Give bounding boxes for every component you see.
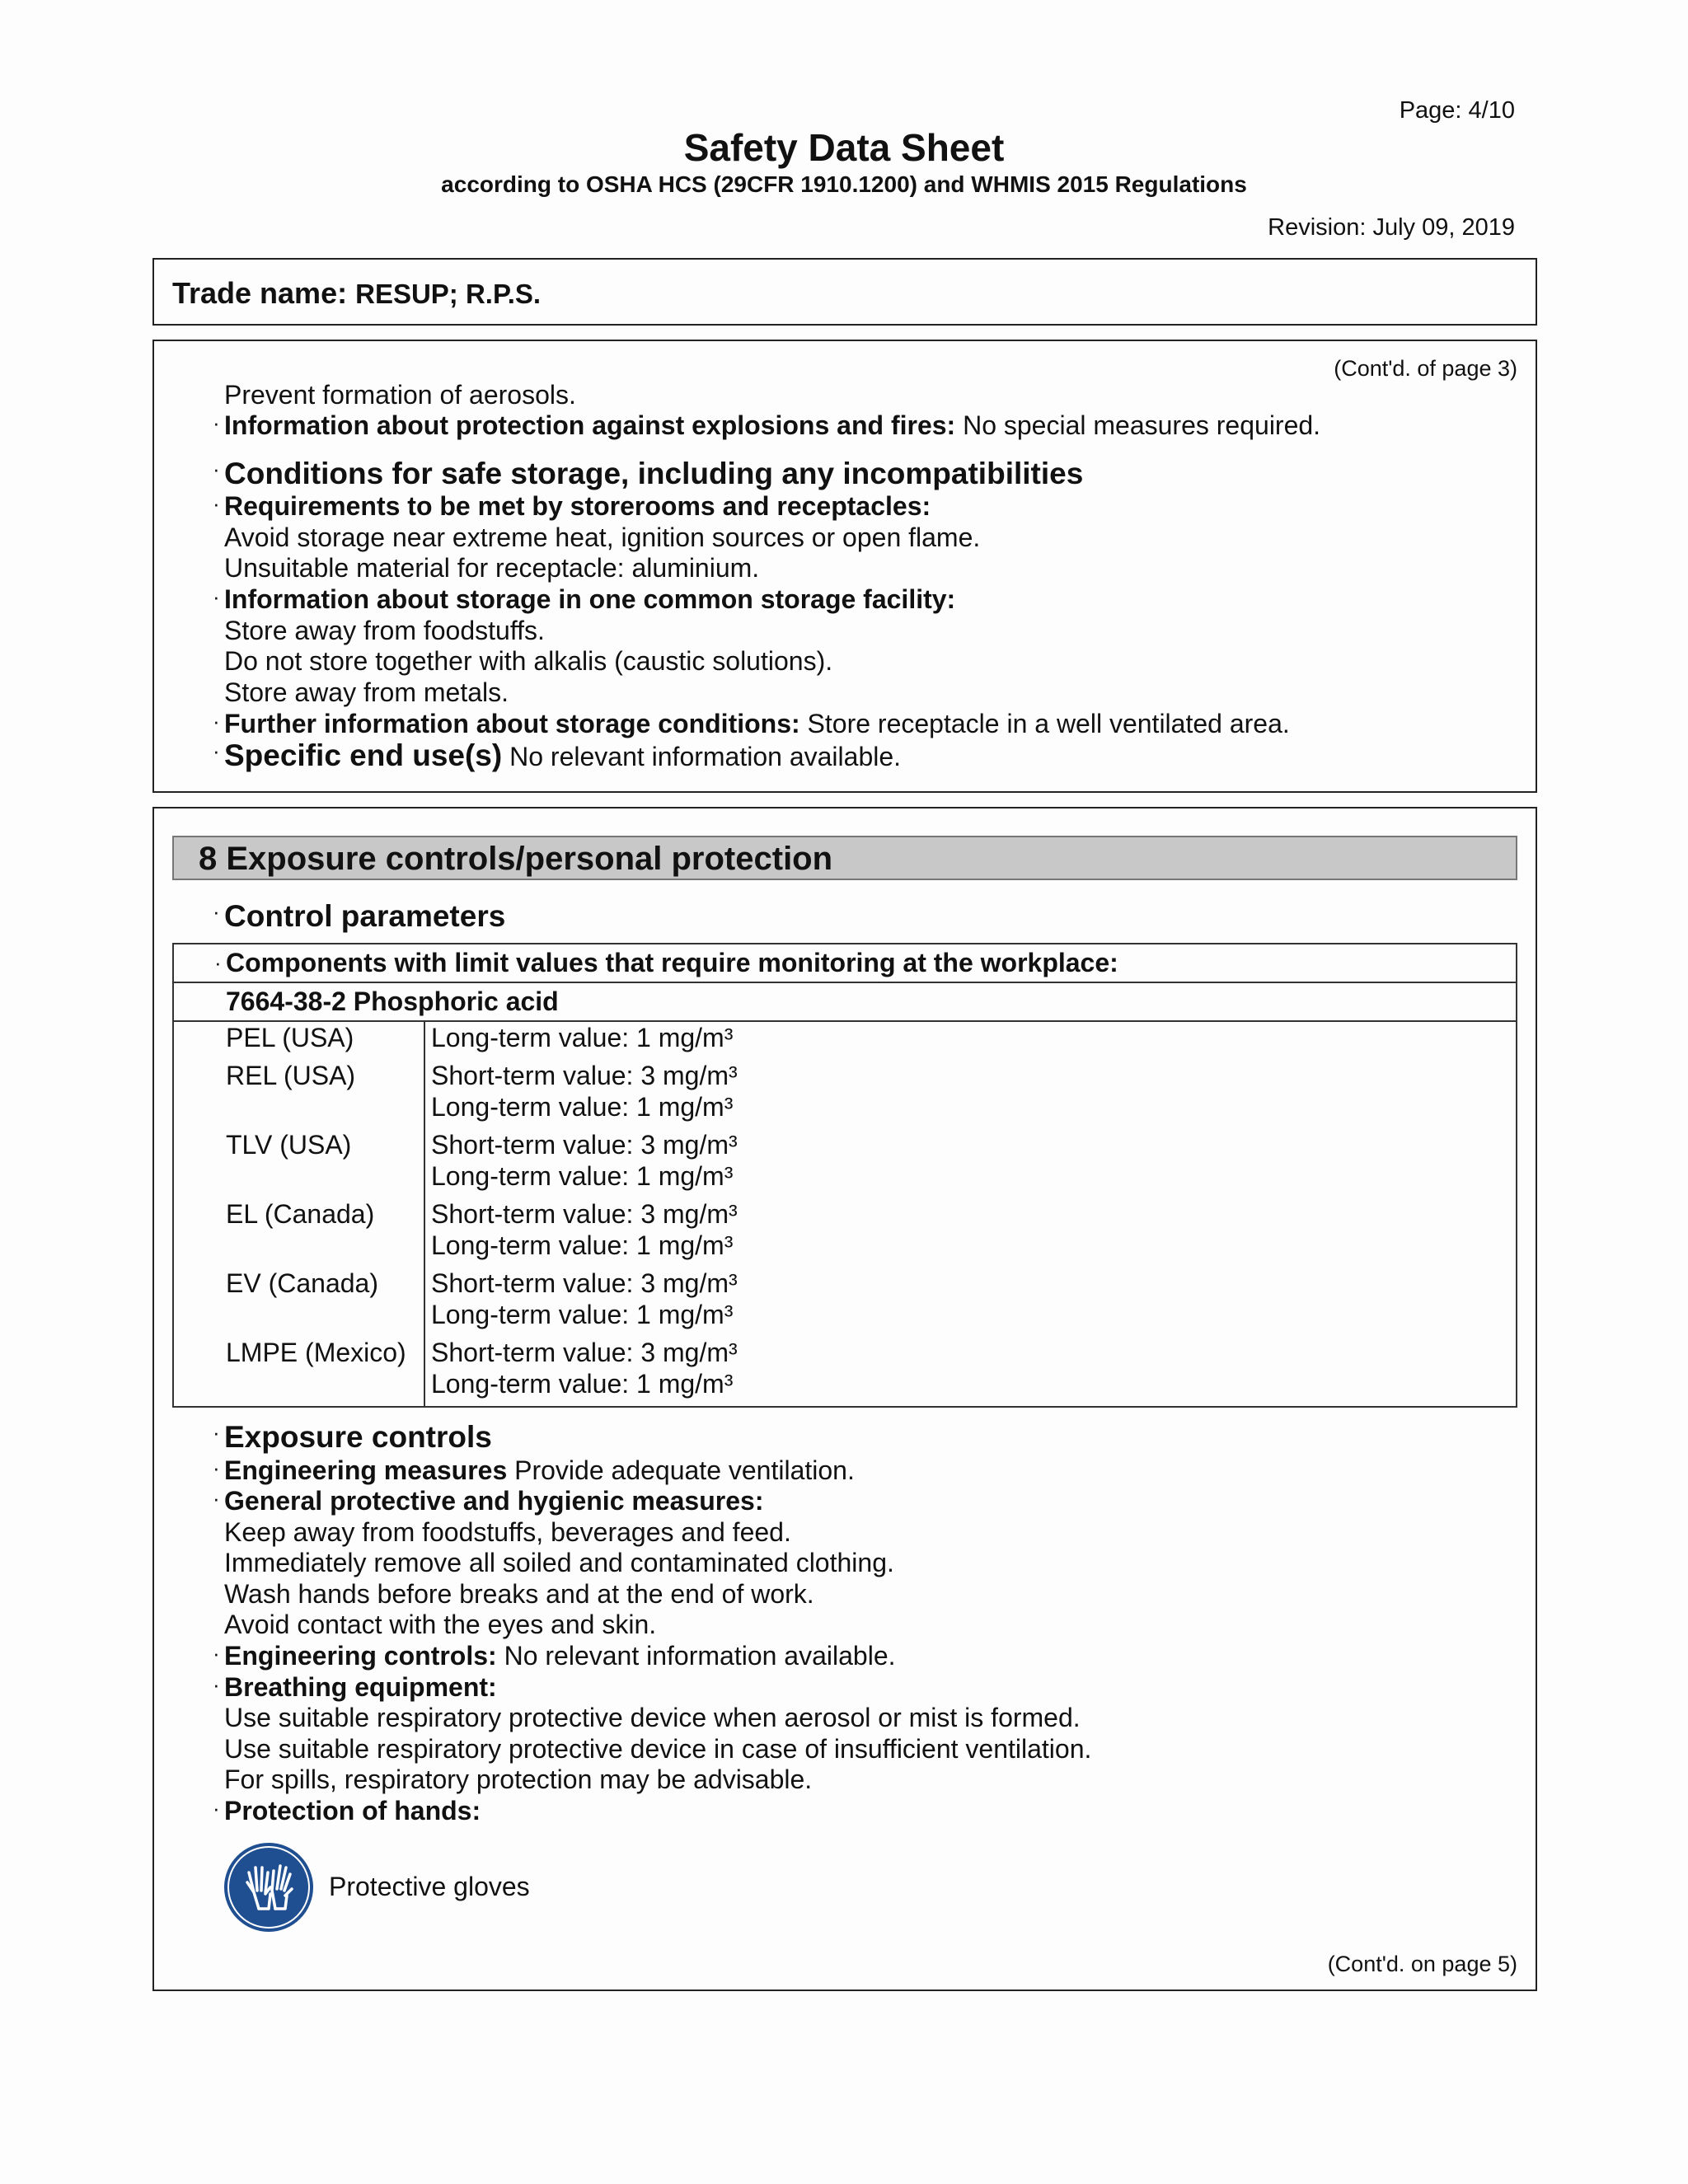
- table-header-row: [173, 944, 1517, 982]
- breathing-equipment: [213, 1672, 497, 1703]
- section8-title: 8 Exposure controls/personal protection: [199, 841, 833, 877]
- limit-value-line: Long-term value: 1 mg/m³: [431, 1092, 734, 1122]
- limit-value-line: Long-term value: 1 mg/m³: [431, 1300, 734, 1329]
- bullet-dot: ·: [213, 491, 220, 516]
- end-use-label: Specific end use(s): [224, 738, 503, 772]
- limit-value-line: Short-term value: 3 mg/m³: [431, 1268, 738, 1298]
- components-label: Components with limit values that require monitoring at the workplace:: [226, 948, 1118, 977]
- exposure-controls-heading: Exposure controls: [224, 1420, 492, 1454]
- common-storage-line: Do not store together with alkalis (caustic solutions).: [224, 646, 833, 676]
- storerooms-line: Avoid storage near extreme heat, ignition sources or open flame.: [224, 523, 981, 552]
- end-use-value: No relevant information available.: [502, 742, 902, 771]
- general-measures: [213, 1486, 764, 1516]
- control-parameters-heading: Control parameters: [224, 899, 506, 933]
- trade-name-box: [152, 258, 1537, 326]
- further-storage-value: Store receptacle in a well ventilated area.: [799, 709, 1290, 738]
- common-storage-line: Store away from foodstuffs.: [224, 616, 545, 645]
- table-row: [173, 1129, 1517, 1198]
- bullet-dot: ·: [213, 709, 220, 733]
- bullet-dot: ·: [213, 738, 220, 763]
- engineering-measures-value: Provide adequate ventilation.: [507, 1455, 855, 1485]
- engineering-controls-label: Engineering controls:: [224, 1641, 497, 1671]
- bullet-dot: ·: [213, 1796, 220, 1821]
- storage-heading-text: Conditions for safe storage, including any incompatibilities: [224, 457, 1084, 490]
- continued-on: (Cont'd. on page 5): [1327, 1952, 1517, 1976]
- bullet-dot: ·: [213, 899, 220, 924]
- components-header: [173, 944, 1517, 982]
- explosions-label: Information about protection against explosions and fires:: [224, 410, 956, 440]
- gloves-label: Protective gloves: [329, 1872, 530, 1901]
- table-row: [173, 1060, 1517, 1129]
- limit-value-line: Short-term value: 3 mg/m³: [431, 1338, 738, 1367]
- limit-values: [424, 1060, 1517, 1129]
- substance-row: [173, 982, 1517, 1021]
- trade-name-value: RESUP; R.P.S.: [355, 279, 542, 309]
- limit-values-table: [172, 943, 1517, 1408]
- control-parameters: [213, 899, 506, 934]
- general-measures-line: Immediately remove all soiled and contaminated clothing.: [224, 1548, 894, 1577]
- section7-box: [152, 340, 1537, 793]
- limit-value-line: Long-term value: 1 mg/m³: [431, 1023, 734, 1052]
- breathing-line: Use suitable respiratory protective device in case of insufficient ventilation.: [224, 1734, 1092, 1764]
- bullet-dot: ·: [213, 410, 220, 435]
- revision-date: Revision: July 09, 2019: [1268, 214, 1515, 241]
- hands-protection-label: Protection of hands:: [224, 1796, 481, 1825]
- limit-value-line: Long-term value: 1 mg/m³: [431, 1230, 734, 1260]
- bullet-dot: ·: [213, 584, 220, 609]
- limit-value-line: Short-term value: 3 mg/m³: [431, 1130, 738, 1160]
- breathing-line: For spills, respiratory protection may be advisable.: [224, 1765, 813, 1794]
- explosions-value: No special measures required.: [955, 410, 1321, 440]
- explosions-info: [213, 410, 1321, 441]
- bullet-dot: ·: [213, 1486, 220, 1511]
- trade-name-label: Trade name:: [172, 276, 348, 310]
- breathing-equipment-label: Breathing equipment:: [224, 1672, 497, 1702]
- end-use-info: [213, 738, 902, 773]
- limit-values: [424, 1268, 1517, 1337]
- engineering-measures-label: Engineering measures: [224, 1455, 508, 1485]
- limit-type: REL (USA): [173, 1060, 424, 1129]
- section8-header: [172, 836, 1517, 880]
- hands-protection: [213, 1796, 481, 1826]
- bullet-dot: ·: [213, 1455, 220, 1480]
- substance-cell: 7664-38-2 Phosphoric acid: [173, 982, 1517, 1021]
- general-measures-line: Keep away from foodstuffs, beverages and feed.: [224, 1517, 791, 1547]
- storerooms-line: Unsuitable material for receptacle: aluminium.: [224, 553, 760, 583]
- limit-type: EV (Canada): [173, 1268, 424, 1337]
- limit-value-line: Long-term value: 1 mg/m³: [431, 1369, 734, 1399]
- storerooms-label: Requirements to be met by storerooms and receptacles:: [224, 491, 931, 521]
- bullet-dot: ·: [213, 457, 220, 481]
- engineering-controls: [213, 1641, 896, 1671]
- limit-type: TLV (USA): [173, 1129, 424, 1198]
- table-row: [173, 1021, 1517, 1060]
- bullet-dot: ·: [214, 950, 222, 975]
- further-storage-label: Further information about storage conditions:: [224, 709, 800, 738]
- limit-values: [424, 1021, 1517, 1060]
- limit-value-line: Short-term value: 3 mg/m³: [431, 1199, 738, 1229]
- common-storage-label: Information about storage in one common storage facility:: [224, 584, 956, 614]
- table-row: [173, 1198, 1517, 1268]
- bullet-dot: ·: [213, 1420, 220, 1445]
- document-title: Safety Data Sheet: [683, 126, 1005, 169]
- limit-type: PEL (USA): [173, 1021, 424, 1060]
- gloves-icon: [224, 1843, 313, 1932]
- continued-from: (Cont'd. of page 3): [1334, 356, 1517, 381]
- engineering-controls-value: No relevant information available.: [496, 1641, 896, 1671]
- table-row: [173, 1268, 1517, 1337]
- general-measures-line: Avoid contact with the eyes and skin.: [224, 1610, 657, 1639]
- breathing-line: Use suitable respiratory protective device when aerosol or mist is formed.: [224, 1703, 1081, 1732]
- further-storage-info: [213, 709, 1290, 739]
- limit-value-line: Long-term value: 1 mg/m³: [431, 1161, 734, 1191]
- document-subtitle: according to OSHA HCS (29CFR 1910.1200) and WHMIS 2015 Regulations: [441, 171, 1247, 197]
- common-storage-info: [213, 584, 956, 615]
- page-number: Page: 4/10: [1399, 97, 1515, 124]
- limit-value-line: Short-term value: 3 mg/m³: [431, 1061, 738, 1090]
- bullet-dot: ·: [213, 1641, 220, 1666]
- limit-values: [424, 1129, 1517, 1198]
- storerooms-info: [213, 491, 931, 522]
- general-measures-label: General protective and hygienic measures:: [224, 1486, 764, 1516]
- exposure-controls: [213, 1420, 492, 1455]
- limit-type: EL (Canada): [173, 1198, 424, 1268]
- prevent-aerosols-text: Prevent formation of aerosols.: [224, 380, 576, 410]
- storage-heading: [213, 457, 1084, 491]
- trade-name: [172, 276, 541, 311]
- bullet-dot: ·: [213, 1672, 220, 1697]
- limit-type: LMPE (Mexico): [173, 1337, 424, 1407]
- common-storage-line: Store away from metals.: [224, 677, 509, 707]
- limit-values: [424, 1198, 1517, 1268]
- table-row: [173, 1337, 1517, 1407]
- engineering-measures: [213, 1455, 855, 1486]
- section8-box: [152, 807, 1537, 1991]
- general-measures-line: Wash hands before breaks and at the end of work.: [224, 1579, 814, 1609]
- limit-values: [424, 1337, 1517, 1407]
